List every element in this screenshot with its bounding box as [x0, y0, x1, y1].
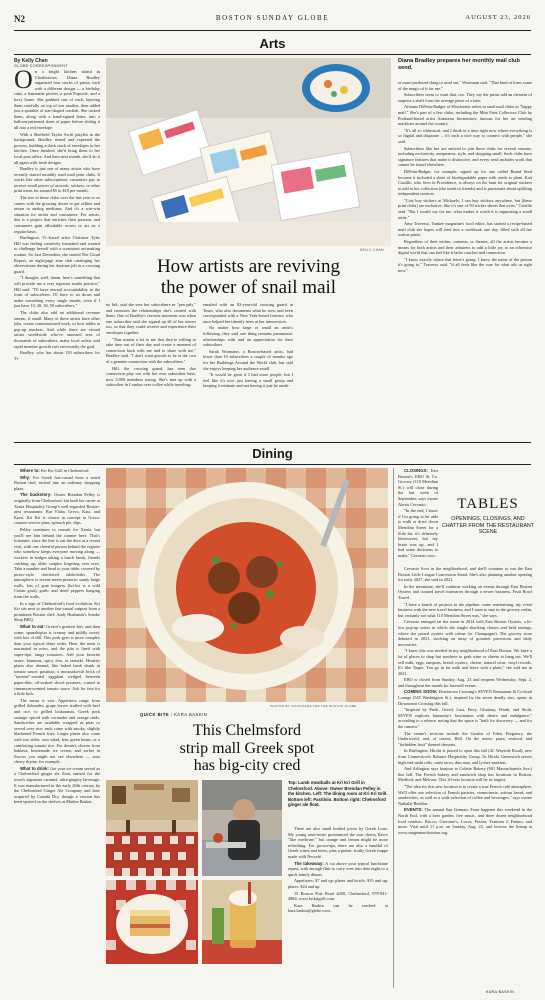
paragraph-text: Kri Kri Grill in Chelmsford.: [40, 468, 90, 473]
paragraph: [398, 619, 532, 647]
column-divider: [393, 468, 394, 988]
arts-headline-line-1: How artists are reviving: [156, 256, 341, 277]
dining-photo-ginger-ale-float: [202, 880, 282, 964]
dining-column-2: [288, 826, 388, 986]
paragraph: The rise of these clubs over the last year or so comes with the growing desire to get offline and return to analog mediums. And it's a win-win situation for artists and consumers: For artists, this is a project that enriches their passion, and consumers gain affordable access to art on a regular basis.: [14, 195, 100, 234]
paragraph: "That means a lot to me that they're willing to take time out of their day and create a moment of connection back with me and to share with me," Bradley said. "I don't want growth to be at the cost of a genuine connection with the subscribers.": [106, 336, 196, 364]
paragraph-text: Owner Brendan Pelley is originally from Chelmsford, but built his career at Xenia Hospitality Group's well-regarded Boston-area restaurants: Bar Vlaha, Greco, Kaia, and Krasi. Kri Kri is closest in concept to Greco: counter-service pitas, spinach pie, dips.: [14, 492, 100, 526]
dining-headline-line-1: This Chelmsford: [193, 722, 301, 739]
paragraph: No matter how large or small an artist's following, they said one thing remains paramount: relationships with and an appreciation for their subscribers.: [203, 325, 293, 348]
paragraph-text: "I have a bunch of projects in the pipeline: some entertaining, my event business with the new travel business, and I want to stay in the grocery realm, but certainly not what 110 Meridian Street was," she says.: [398, 601, 532, 618]
paragraph: [398, 584, 532, 601]
dining-column-3-body: [398, 566, 532, 980]
paragraph: [398, 508, 438, 558]
dining-photo-dining-room: [106, 780, 198, 876]
paragraph-text: Appetizers: $7 and up; plates and bowls: $15 and up; plates: $24 and up.: [288, 878, 388, 889]
dining-section-title: Dining: [252, 446, 293, 461]
paragraph: Arianna DiPetta-Badger of Winchester refers to snail mail clubs as "happy mail." She's part of a few clubs, including the Mini Print Collectors Club by Portland-based artist Anastasia Inozemtsev, famous for her art vending machines around the country.: [398, 104, 532, 127]
paragraph: DiPetta-Badger, for example, signed up for one called Brand Seed because it included a sheet of biodegradable paper with seeds to plant. Kait Castillo, who lives in Providence, is always on the hunt for original stickers to add to her collection (she sends to friends) and is passionate about uplifting independent creators.: [398, 168, 532, 197]
tables-title: TABLES: [457, 496, 519, 512]
paragraph: n a bright kitchen island in Charlestown, Diana Bradley organized four stacks of prints, each with a different design — a birthday cake, a lemonade pitcher, a posh Popsicle, and a boxy home. She grabbed one of each, layering them carefully on top of one another, then added just a sprinkle of star-shaped confetti. She tucked them, along with a hand-signed letter, into a balloon-patterned sheet of paper before sliding it all into a red envelope.: [14, 69, 100, 130]
paragraph-lead: Why:: [20, 474, 31, 480]
dining-photo-owner: [202, 780, 282, 876]
paragraph: [14, 468, 100, 474]
tables-byline: KARA BASKIN: [486, 990, 515, 994]
paragraph: Burlington, Vt.-based artist Christine Tyler Hill was feeling creatively frustrated and wanted to challenge herself with a consistent art-making routine. So, last December, she started The Cloud Report, an eight-page zine club cataloging her observations during her daytime job as a crossing guard.: [14, 235, 100, 274]
dining-byline: KARA BASKIN: [174, 712, 208, 717]
dining-headline-line-3: has big-city cred: [193, 757, 301, 774]
dining-column-3-top: [398, 468, 438, 559]
paragraph-lead: The backstory:: [20, 492, 52, 498]
paragraph: Regardless of their niches, contents, or themes, all the artists became a means for both artists and their admirers to add a little joy to an otherwise digital world that can feel like it lacks comfort and connection.: [398, 239, 532, 256]
arts-headline: [106, 256, 391, 298]
arts-column-2: [106, 302, 196, 438]
paragraph: Subscribers seem to want that, too. They say the prints add an element of surprise a shelf from the average piece of a latte.: [398, 92, 532, 103]
arts-pull-quote: Diana Bradley prepares her monthly mail club send.: [398, 58, 520, 71]
paragraph: "It's all so whimsical, and I think in a time right now where everything is so digital and disparate ... it's such a nice way to connect with people," she said.: [398, 127, 532, 144]
paragraph: [398, 602, 532, 619]
paragraph: [288, 878, 388, 889]
paragraph: Sarah Wormann, a Boston-based artist, had fewer than 10 subscribers a couple of months ago for her Buildings Around the World club, but said she enjoys keeping her audience small.: [203, 348, 293, 371]
masthead: BOSTON SUNDAY GLOBE: [215, 14, 330, 22]
paragraph: Subscribers like her are enticed to join these clubs for several reasons, including exclusivity, uniqueness, style, and shopping small. Such clubs have signature features that make it distinctive, and every send includes work that cannot be found elsewhere.: [398, 145, 532, 168]
paragraph: ny Ink, said she sees her subscribers as "pen pals," and treasures the relationships she's created with them. One of Bradley's favorite moments was when one subscriber said she signed up all of her nieces too, so that they could receive and experience their envelopes together.: [106, 302, 196, 335]
drop-cap: O: [14, 65, 33, 94]
paragraph: [288, 861, 388, 878]
paragraph: [398, 731, 532, 748]
paragraph: The clubs also add an additional revenue stream, if small. Many of these artists have other jobs, create commissioned work, or host tables at pop-up markets. And while there are virtual artists worldwide who've amassed tens of thousands of subscribers, many local artists said rapid member growth isn't necessarily the goal.: [14, 309, 100, 349]
arts-column-3: [203, 302, 293, 438]
quick-bite-label: QUICK BITE | KARA BASKIN: [140, 712, 208, 717]
header-rule: [14, 30, 531, 31]
arts-rule: [14, 54, 531, 55]
paragraph: [14, 624, 100, 697]
paragraph: [288, 903, 388, 914]
paragraph-text: "The idea for this new location is to create a true French café atmosphere. We'll offer our selection of French pastries, viennoiserie, artisan bread, and sandwiches, as well as a wide selection of coffee and beverages," says owner Nathalie Beddiar.: [398, 783, 532, 806]
paragraph-text: A cut above your typical lunchtime repast, with enough flair to carry over into date night or a quick family dinner.: [288, 860, 388, 877]
arts-headline-line-2: the power of snail mail: [160, 277, 337, 298]
paragraph-text: In a sign of Chelmsford's food evolution, Kri Kri sits next to another fast-casual outpost from a prominent Boston chef: Andy Husbands's Smoke Shop BBQ.: [14, 600, 100, 623]
paragraph: [398, 784, 532, 806]
paragraph: [398, 677, 532, 688]
paragraph: "I thought, well, damn, here's something that will provide me a very rigorous studio practice," Hill said. "I'll have eternal accountability in the form of subscribers. I'll have to sit down and make something every single month, even if I just have 10, 20, 30, 50 subscribers.": [14, 275, 100, 309]
paragraph-text: Cervasio emerged on the scene in 2014 with East Boston Oysters, a hi-low pop-up series in which she taught shucking classes and held tastings, where she paired oysters with crème (or Champagne). The grocery store debuted in 2021, stocking an array of gourmet provisions and daily necessities.: [398, 619, 532, 647]
paragraph-text: The menu is vast. Appetizers range from grilled dolmades, grape leaves stuffed with beef and rice, to grilled loukoumas, Greek pork sausage spiced with coriander and orange rinds. Sandwiches are available wrapped as pitas or served over rice; each come with smoky, slightly blackened French fries. Larger plates also come with two sides: orzo salad, feta, green beans, or a comforting tomato rice. For dessert, choose from baklava, homemade ice cream, and sorbet in flavors you might not see elsewhere — sour cherry thyme, for example.: [14, 697, 100, 765]
paragraph: [398, 566, 532, 583]
dining-rule-top: [14, 442, 531, 443]
paragraph: "Cost buy stickers at Michaels; I can buy stickers anywhere, but [these print clubs] are exclusive, like it's one of 50 sticker sheets that exist," Castillo said. "But I would say for me, what makes it worth it is supporting a small artist.": [398, 197, 532, 220]
paragraph-text: Get your ice cream served as a Chelmsford ginger ale float, named for the town's signature caramel, ultra-gingery beverage. It was manufactured in the early 20th century by the Chelmsford Ginger Ale Company and later acquired by Canada Dry, though a version has been spotted on the shelves at Market Basket.: [14, 765, 100, 805]
paragraph: Amy Traverso, Yankee magazine's food editor, has started a recipe-based mail club she hopes will feed into a cookbook one day, filled with all her walrus prints.: [398, 221, 532, 238]
paragraph: [398, 766, 532, 783]
paragraph: [398, 689, 532, 706]
paragraph-lead: CLOSINGS:: [404, 468, 428, 473]
arts-photo-mail-prints: [106, 58, 391, 246]
arts-section-title: Arts: [259, 36, 286, 51]
paragraph: [14, 601, 100, 623]
paragraph: [14, 492, 100, 526]
paragraph-text: East Boston's EBO & Co. Grocery (110 Meridian St.) will close during the last week of September, says owner Alexis Cervasio.: [398, 468, 438, 507]
paragraph-text: "I knew this was needed in my neighborhood of East Boston. We have a lot of places to shop but nowhere to grab wine or cheese to hang out. We'll sell milk, eggs, tampons, bread, oysters, cheese, natural wine, vinyl records. It's like Target. You go in for milk and leave with a plant," she told me in 2021.: [398, 648, 532, 676]
paragraph: "I know exactly where that letter's going. I know the name of the person it's going to," Traverso said. "It all feels like the cure for what ails us right now.": [398, 256, 532, 273]
arts-byline: By Kelly Chan: [14, 58, 48, 64]
paragraph-text: Cervasio lives in the neighborhood, and she'll continue to run the East Boston Little League Concession Stand. She's also planning another opening for early 2027, she said in 2021.: [398, 566, 532, 583]
paragraph-text: And Arlington says bonjour to Colette Bakery (681 Massachusetts Ave.) this fall. The French bakery and sandwich shop has locations in Boston, Medford, and Melrose. This 20-seat location will be its largest.: [398, 766, 532, 783]
paragraph-text: The venue's sections include the Garden of Eden, Purgatory, the Underworld, and, of course, Hell. On the menu: pasta, seafood, and "forbidden fruit" themed desserts.: [398, 730, 532, 747]
paragraph: [14, 475, 100, 492]
paragraph: [288, 826, 388, 860]
arts-column-4: [398, 80, 532, 438]
paragraph: With a Sheffield Taylor Swift playlist in the background, Bradley rinsed and repeated the process, building a thick stack of envelopes in her kitchen. Once finished, she'd bring them to her local post office. And then next month, she'd do it all again with fresh designs.: [14, 131, 100, 165]
paragraph-text: EBO is closed from Sunday, Aug. 23 and reopens Wednesday, Sept. 2, and throughout the month for farewell events.: [398, 677, 532, 688]
paragraph-text: In the meantime, she'll continue working on events through East Boston Oysters and curated travel itineraries through a newer business, Fruit Bowl Travel.: [398, 583, 532, 600]
paragraph: [398, 468, 438, 507]
paragraph-text: Kara Baskin can be reached at kara.baskin@globe.com.: [288, 902, 388, 914]
paragraph: [398, 707, 532, 729]
paragraph-lead: COMING SOON:: [404, 689, 438, 695]
paragraph-text: There are also small bottled juices by Greek Loux. My young taste-tester pronounced the sour cherry flavor "like medicine," but orange and lemon might be more refreshing. For grown-ups, there are also a handful of Greek wines and beers, plus a potent, frothy Greek frappe made with Nescafé.: [288, 826, 388, 859]
paragraph-text: 15 Boston Post Road #200, Chelmsford, 978-941-4884, www.krikrigrill.com.: [288, 890, 388, 902]
issue-date: AUGUST 23, 2026: [465, 14, 531, 21]
paragraph-text: Downtown Crossing's SEVEN Restaurant & Cocktail Lounge (545 Washington St.), inspired by the seven deadly sins, opens in Downtown Crossing this fall.: [398, 689, 532, 706]
paragraph-text: "In the end, I know if I'm going to be able to walk or drive down Meridian Street for a little bit, it's definitely bittersweet, but my brain was up, and I had some decisions to make," Cervasio says.: [398, 508, 438, 558]
paragraph: Bradley, who has about 130 subscribers for Ti-: [14, 350, 100, 361]
paragraph: Hill, the crossing guard, has seen that connection play out with her own subscriber base, now 3,000 members strong. She's met up with a subscriber in London over coffee while traveling;: [106, 365, 196, 388]
page-number: N2: [14, 14, 25, 24]
paragraph-lead: What to drink:: [20, 765, 49, 771]
dining-headline: [106, 722, 388, 775]
paragraph: [398, 807, 532, 835]
paragraph: emailed with an 82-year-old crossing guard in Texas, who also documents what he sees; and even corresponded with a New York-based forester, who once helped her identify trees at her intersection.: [203, 302, 293, 324]
dining-headline-line-2: strip mall Greek spot: [179, 739, 315, 757]
paragraph: [14, 698, 100, 765]
dining-photo-caption: Top: Lamb meatballs at Kri Kri Grill in Chelmsford. Above: Owner Brendan Pelley in the kitchen. Left: The dining room at Kri Kri Grill. Bottom left: Pastitsio. Bottom right: Chelmsford ginger ale float.: [288, 780, 388, 808]
dining-photo-credit: PHOTOS BY VIKCOGANA FOR THE BOSTON GLOBE: [270, 704, 357, 708]
paragraph: er mass-produced thing to send out," Wormann said. "That kind of loses some of the magic of it for me.": [398, 80, 532, 91]
dining-column-1: [14, 468, 100, 988]
paragraph-lead: EVENTS:: [404, 807, 423, 813]
arts-byline-role: GLOBE CORRESPONDENT: [14, 64, 68, 68]
paragraph-text: Pelley continues to consult for Xenia, but you'll see him behind the counter here. That's fortunate, since the line is out the door at a recent visit, with one cheerful person behind the register who somehow keeps everyone moving along — workers in badges taking a lunch break, friends catching up, older couples lingering over orzo. Take a number and head to your table, covered by picnic-style checkered tablecloths. The atmosphere is tavern-meets-pizzeria: sandy beige walls, lots of goat imagery (kri-kri is a wild Cretan goat), garlic and dried peppers hanging from the walls.: [14, 526, 100, 600]
paragraph-lead: What to eat:: [20, 624, 45, 630]
paragraph-text: "Inspired by Pride, Greed, Lust, Envy, Gluttony, Wrath, and Sloth, SEVEN explores humanity's fascination with desire and indulgence," according to a release, noting that the space is "built for discovery — and for the camera.": [398, 707, 532, 730]
dining-photo-pastitsio: [106, 880, 198, 964]
paragraph-lead: Where to:: [20, 468, 40, 473]
paragraph-text: The annual San Gennaro Feast happens this weekend in the North End, with a beer garden, live music, and three dozen neighborhood food vendors: Bricco, Giacomo's, Lucca, Prezza, Trattoria il Panino, and more. Visit until 11 p.m. on Sunday, Aug. 23, and browse the lineup at www.sangennarobostion.org.: [398, 807, 532, 835]
paragraph-text: In Burlington, Hiroki is poised to open this fall (4C Wayside Road), new from Connecticut's Balance Hospitality Group. Its Hiroki Greenwich serves high-end sushi rolls, sushi tacos, dim sum, and lychee martinis.: [398, 748, 532, 765]
paragraph-text: For Greek fast-casual from a noted Boston chef, tucked into an ordinary shopping plaza.: [14, 474, 100, 491]
arts-photo-credit: KELLY CHAN: [360, 248, 384, 252]
dining-rule: [14, 464, 531, 465]
tables-subtitle: OPENINGS, CLOSINGS, AND CHATTER FROM THE RESTAURANT SCENE: [441, 516, 535, 536]
paragraph: [14, 766, 100, 805]
paragraph-lead: The takeaway:: [294, 860, 324, 866]
paragraph: [14, 527, 100, 600]
paragraph: "It would be great if I had more people, but I feel like it's nice just having a small group and keeping it intimate and not having it just be anoth-: [203, 372, 293, 389]
quick-bite-kicker: QUICK BITE: [140, 712, 170, 717]
page-header: [14, 12, 531, 28]
paragraph: [398, 648, 532, 676]
paragraph: [288, 891, 388, 902]
paragraph: [398, 748, 532, 765]
paragraph-text: Greece's greatest hits, and then some: spanakopita is creamy and mildly sweet, with lots of dill. This pork gyro is more complex than your typical diner order. Here, the meat is marinated in miso, and the pita is lined with super-ripe, tangy tomatoes. Add your favorite sauce: hummus, spicy feta, or tzatziki. Heartier plates also abound, like baked lamb shank in tomato sauce; pastitsio; a moussaka-ish brick of "taverna"-roasted eggplant wedged between paper-thin, oil-soaked sliced potatoes, coated in cinnamon-scented tomato sauce. Ask for feta for a little kick.: [14, 624, 100, 697]
arts-column-1: [14, 58, 100, 438]
dining-photo-lamb-meatballs: [106, 468, 388, 702]
paragraph: Bradley is just one of many artists who have recently started monthly snail mail print clubs. It works like other subscriptions: customers pay to receive small pieces of artwork, stickers, or other print items for around $5 to $10 per month.: [14, 166, 100, 194]
